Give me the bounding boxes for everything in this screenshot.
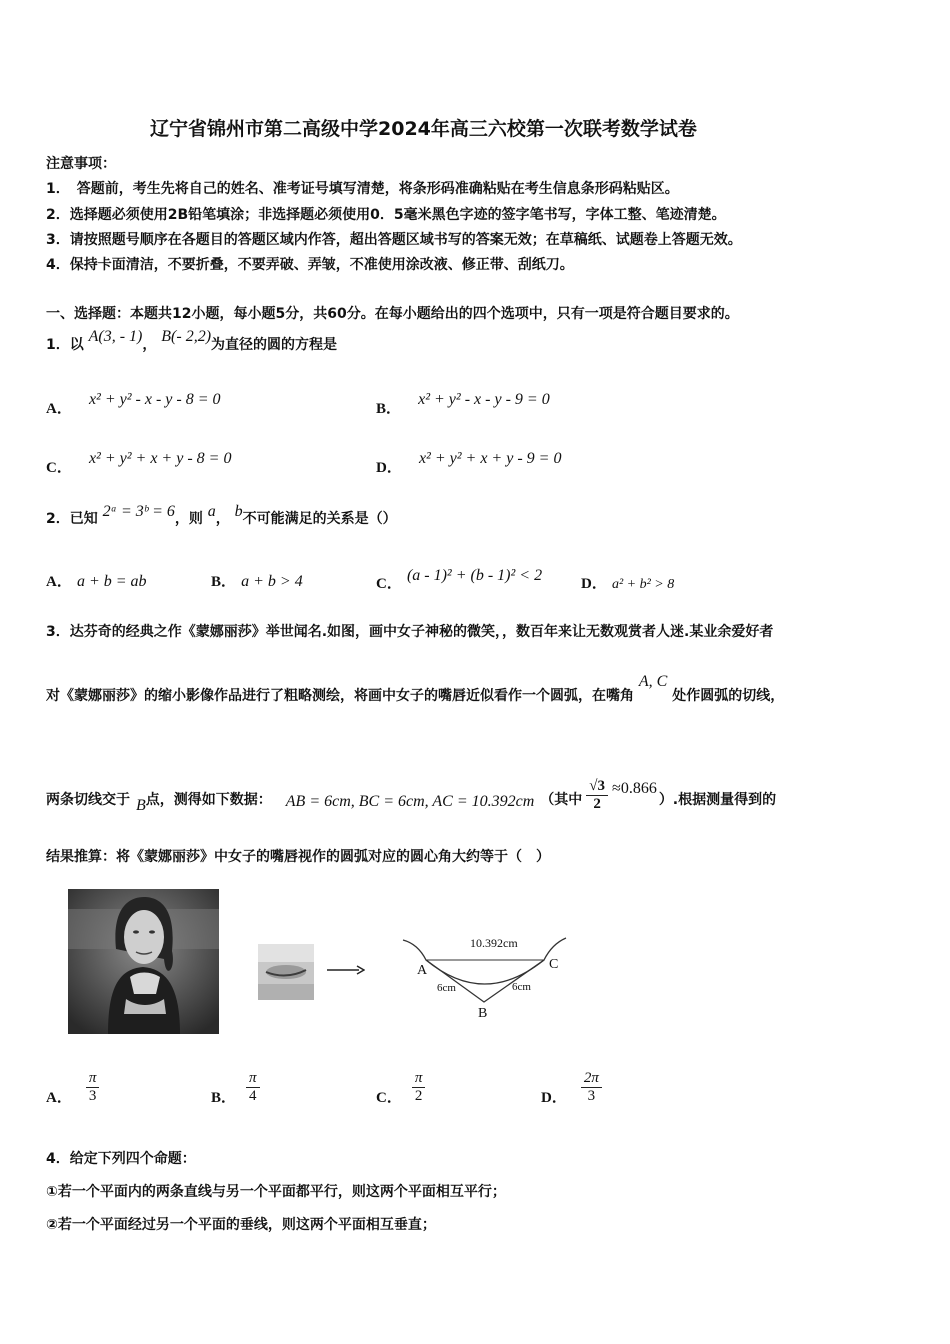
q3-option-a[interactable] [46,1068,99,1107]
frac-den: 3 [587,1088,596,1104]
frac-den: 4 [249,1088,257,1104]
q2-option-b[interactable] [211,570,303,591]
option-fraction [246,1070,260,1105]
q3-line-3 [46,758,776,818]
q2-option-c[interactable] [376,564,543,592]
option-expr: (a - 1)² + (b - 1)² < 2 [406,567,543,584]
label-ab-length: 6cm [437,982,456,994]
frac-num: π [412,1070,426,1088]
option-expr: a + b > 4 [241,573,303,590]
mona-lisa-image [68,889,219,1034]
q4-proposition: ①若一个平面内的两条直线与另一个平面都平行，则这两个平面相互平行； [46,1184,506,1200]
q2-var-b: b [234,503,243,520]
q3-line-3-tail: ）.根据测量得到的 [658,792,777,808]
q3-option-d[interactable] [541,1068,602,1107]
notice-item: 1． 答题前，考生先将自己的姓名、准考证号填写清楚，将条形码准确粘贴在考生信息条形码粘贴区。 [46,181,679,197]
q1-option-d[interactable] [376,447,562,476]
option-fraction [412,1070,426,1105]
q1-point-a: A(3, - 1) [88,328,143,345]
frac-den: 2 [593,795,601,812]
q3-line-3-text3: （其中 [540,792,583,808]
q3-measure-expr: AB = 6cm, BC = 6cm, AC = 10.392cm [285,793,535,810]
question-1 [46,328,338,357]
notice-heading: 注意事项： [46,156,116,172]
frac-num: π [86,1070,100,1088]
q2-option-a[interactable] [46,570,147,591]
option-label: C． [46,460,72,476]
q1-option-a[interactable] [46,388,221,417]
notice-item: 3．请按照题号顺序在各题目的答题区域内作答，超出答题区域书写的答案无效；在草稿纸、试题卷上答题无效。 [46,232,742,248]
q3-approx: ≈0.866 [612,780,657,797]
frac-den: 3 [88,1088,97,1104]
option-label: D． [581,576,607,592]
label-point-c: C [549,957,559,972]
q1-option-c[interactable] [46,447,232,476]
question-4-heading: 4．给定下列四个命题： [46,1151,196,1167]
q1-option-b[interactable] [376,388,550,417]
page-title: 辽宁省锦州市第二高级中学2024年高三六校第一次联考数学试卷 [150,118,697,140]
frac-num: √3 [586,778,608,796]
q3-line-2-text: 对《蒙娜丽莎》的缩小影像作品进行了粗略测绘，将画中女子的嘴唇近似看作一个圆弧，在嘴角 [46,688,634,704]
label-point-b: B [478,1006,488,1021]
q3-point-b: B [136,797,146,814]
q3-option-b[interactable] [211,1068,260,1107]
option-label: B． [211,574,237,590]
option-expr: x² + y² - x - y - 8 = 0 [88,391,221,408]
option-fraction [581,1070,602,1105]
frac-num: π [246,1070,260,1088]
q3-line-1: 3．达芬奇的经典之作《蒙娜丽莎》举世闻名.如图，画中女子神秘的微笑，，数百年来让无数观赏者人迷.某业余爱好者 [46,624,774,640]
q3-option-c[interactable] [376,1068,425,1107]
q3-line-4: 结果推算：将《蒙娜丽莎》中女子的嘴唇视作的圆弧对应的圆心角大约等于（ ） [46,849,550,865]
section-heading: 一、选择题：本题共12小题，每小题5分，共60分。在每小题给出的四个选项中，只有一项是符合题目要求的。 [46,306,739,322]
option-label: C． [376,576,402,592]
q2-prefix: 2．已知 [46,511,98,527]
arrow-right-icon [327,962,365,981]
q1-sep: ， [142,337,157,353]
option-label: B． [211,1090,237,1106]
q2-var-a: a [207,503,216,520]
label-bc-length: 6cm [512,981,531,993]
q3-sqrt3-over-2 [586,778,608,813]
option-label: D． [376,460,402,476]
option-label: B． [376,401,402,417]
q3-line-2-tail: 处作圆弧的切线， [672,688,785,704]
option-expr: a + b = ab [76,573,147,590]
option-fraction [86,1070,100,1105]
option-expr: x² + y² - x - y - 9 = 0 [418,391,550,408]
mouth-closeup-image [258,944,314,1000]
q3-line-2 [46,673,785,708]
q2-mid: ，则 [174,511,203,527]
q2-comma: ， [215,511,230,527]
q1-point-b: B(- 2,2) [161,328,212,345]
q2-option-d[interactable] [581,572,674,593]
option-label: A． [46,574,72,590]
option-expr: a² + b² > 8 [611,577,675,592]
q3-line-3-text: 两条切线交于 [46,792,130,808]
frac-num: 2π [581,1070,602,1088]
option-label: C． [376,1090,402,1106]
option-expr: x² + y² + x + y - 9 = 0 [418,450,562,467]
q2-suffix: 不可能满足的关系是（） [242,511,397,527]
question-2 [46,503,397,531]
q4-proposition: ②若一个平面经过另一个平面的垂线，则这两个平面相互垂直； [46,1217,436,1233]
frac-den: 2 [414,1088,423,1104]
q1-prefix: 1．以 [46,337,84,353]
option-expr: x² + y² + x + y - 8 = 0 [88,450,232,467]
q3-line-3-text2: 点，测得如下数据： [145,792,272,808]
q1-suffix: 为直径的圆的方程是 [211,337,338,353]
label-point-a: A [417,963,428,978]
q2-expr: 2ᵃ = 3ᵇ = 6 [102,503,175,520]
option-label: D． [541,1090,567,1106]
label-ac-length: 10.392cm [470,936,518,950]
q3-points-ac: A, C [638,673,668,690]
option-label: A． [46,401,72,417]
option-label: A． [46,1090,72,1106]
notice-item: 4．保持卡面清洁，不要折叠，不要弄破、弄皱，不准使用涂改液、修正带、刮纸刀。 [46,257,574,273]
notice-item: 2．选择题必须使用2B铅笔填涂；非选择题必须使用0．5毫米黑色字迹的签字笔书写，字体工整、笔迹清楚。 [46,207,726,223]
